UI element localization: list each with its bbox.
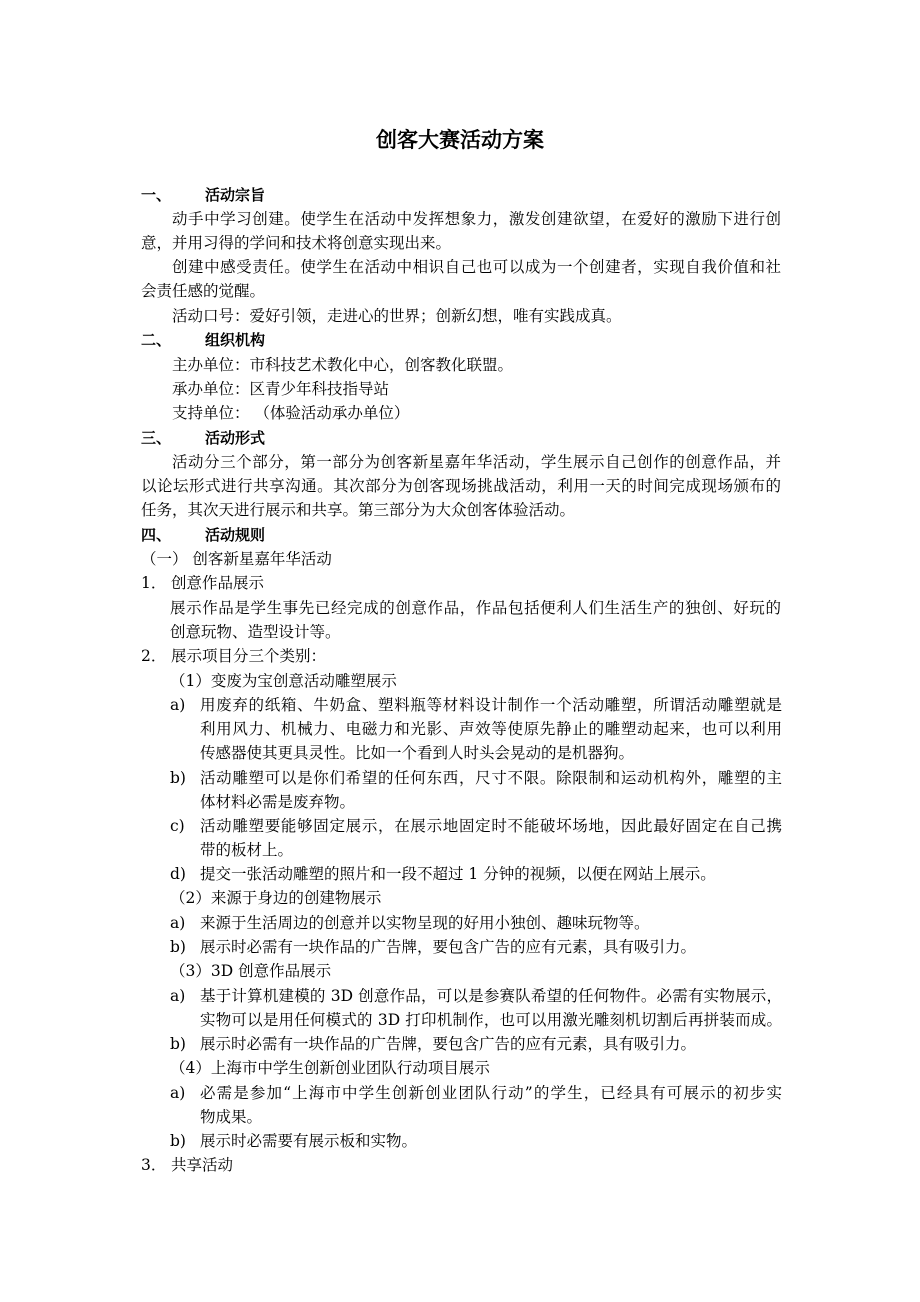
list-item bbox=[141, 572, 264, 594]
category-title: （3）3D 创意作品展示 bbox=[170, 962, 332, 980]
section-2-heading bbox=[141, 329, 265, 351]
paragraph-line: 提交一张活动雕塑的照片和一段不超过 1 分钟的视频，以便在网站上展示。 bbox=[200, 865, 716, 883]
paragraph-line: 创意玩物、造型设计等。 bbox=[170, 623, 341, 641]
support-unit-line: 支持单位： （体验活动承办单位） bbox=[172, 404, 410, 422]
list-number: 2． bbox=[141, 647, 167, 665]
paragraph-line: 基于计算机建模的 3D 创意作品，可以是参赛队希望的任何物件。必需有实物展示， bbox=[200, 987, 782, 1005]
section-3-number: 三、 bbox=[141, 429, 172, 447]
section-2-title: 组织机构 bbox=[205, 331, 266, 349]
category-title: （1）变废为宝创意活动雕塑展示 bbox=[170, 672, 397, 690]
list-item-title: 创意作品展示 bbox=[171, 574, 265, 592]
list-item-title: 共享活动 bbox=[171, 1156, 234, 1174]
section-1-title: 活动宗旨 bbox=[205, 186, 266, 204]
list-item-title: 展示项目分三个类别： bbox=[171, 647, 327, 665]
paragraph-line: 展示时必需有一块作品的广告牌，要包含广告的应有元素，具有吸引力。 bbox=[200, 1035, 697, 1053]
paragraph-line: 实物可以是用任何模式的 3D 打印机制作，也可以用激光雕刻机切割后再拼装而成。 bbox=[200, 1011, 782, 1029]
paragraph-line: 展示作品是学生事先已经完成的创意作品，作品包括便利人们生活生产的独创、好玩的 bbox=[170, 599, 781, 617]
subsection-title: （一） 创客新星嘉年华活动 bbox=[141, 550, 332, 568]
paragraph-line: 展示时必需有一块作品的广告牌，要包含广告的应有元素，具有吸引力。 bbox=[200, 938, 697, 956]
section-1-number: 一、 bbox=[141, 186, 172, 204]
sub-item-marker: b) bbox=[170, 1035, 186, 1053]
section-3-heading bbox=[141, 427, 265, 449]
paragraph-line: 展示时必需要有展示板和实物。 bbox=[200, 1132, 418, 1150]
paragraph-line: 物成果。 bbox=[200, 1108, 263, 1126]
paragraph-line: 活动雕塑要能够固定展示，在展示地固定时不能破坏场地，因此最好固定在自己携 bbox=[200, 817, 782, 835]
paragraph-line: 以论坛形式进行共享沟通。其次部分为创客现场挑战活动，利用一天的时间完成现场颁布的 bbox=[141, 477, 781, 495]
paragraph-line: 意，并用习得的学问和技术将创意实现出来。 bbox=[141, 234, 452, 252]
sub-item-marker: a) bbox=[170, 1084, 186, 1102]
section-3-title: 活动形式 bbox=[205, 429, 266, 447]
paragraph-line: 用废弃的纸箱、牛奶盒、塑料瓶等材料设计制作一个活动雕塑，所谓活动雕塑就是 bbox=[200, 696, 782, 714]
paragraph-line: 必需是参加“上海市中学生创新创业团队行动”的学生，已经具有可展示的初步实 bbox=[200, 1084, 782, 1102]
sub-item-marker: b) bbox=[170, 938, 186, 956]
host-unit-line: 主办单位：市科技艺术教化中心，创客教化联盟。 bbox=[172, 356, 514, 374]
paragraph-line: 会责任感的觉醒。 bbox=[141, 282, 266, 300]
sub-item-marker: a) bbox=[170, 696, 186, 714]
organizer-unit-line: 承办单位：区青少年科技指导站 bbox=[172, 380, 390, 398]
section-4-heading bbox=[141, 524, 265, 546]
sub-item-marker: a) bbox=[170, 987, 186, 1005]
category-title: （2）来源于身边的创建物展示 bbox=[170, 889, 382, 907]
paragraph-line: 带的板材上。 bbox=[200, 841, 294, 859]
page-title: 创客大赛活动方案 bbox=[376, 128, 544, 152]
list-item bbox=[141, 645, 326, 667]
paragraph-line: 创建中感受责任。使学生在活动中相识自己也可以成为一个创建者，实现自我价值和社 bbox=[172, 258, 781, 276]
paragraph-line: 活动分三个部分，第一部分为创客新星嘉年华活动，学生展示自己创作的创意作品，并 bbox=[172, 453, 781, 471]
section-2-number: 二、 bbox=[141, 331, 172, 349]
sub-item-marker: d) bbox=[170, 865, 186, 883]
category-title: （4）上海市中学生创新创业团队行动项目展示 bbox=[170, 1059, 490, 1077]
sub-item-marker: b) bbox=[170, 1132, 186, 1150]
paragraph-line: 来源于生活周边的创意并以实物呈现的好用小独创、趣味玩物等。 bbox=[200, 914, 650, 932]
list-item bbox=[141, 1154, 233, 1176]
section-1-heading bbox=[141, 184, 265, 206]
list-number: 3． bbox=[141, 1156, 167, 1174]
paragraph-line: 动手中学习创建。使学生在活动中发挥想象力，激发创建欲望，在爱好的激励下进行创 bbox=[172, 210, 781, 228]
slogan-line: 活动口号：爱好引领，走进心的世界；创新幻想，唯有实践成真。 bbox=[172, 307, 622, 325]
list-number: 1． bbox=[141, 574, 167, 592]
sub-item-marker: c) bbox=[170, 817, 185, 835]
paragraph-line: 传感器使其更具灵性。比如一个看到人时头会晃动的是机器狗。 bbox=[200, 744, 635, 762]
sub-item-marker: b) bbox=[170, 769, 186, 787]
sub-item-marker: a) bbox=[170, 914, 186, 932]
paragraph-line: 活动雕塑可以是你们希望的任何东西，尺寸不限。除限制和运动机构外，雕塑的主 bbox=[200, 769, 782, 787]
paragraph-line: 利用风力、机械力、电磁力和光影、声效等使原先静止的雕塑动起来，也可以利用 bbox=[200, 720, 782, 738]
section-4-title: 活动规则 bbox=[205, 526, 266, 544]
paragraph-line: 任务，其次天进行展示和共享。第三部分为大众创客体验活动。 bbox=[141, 501, 576, 519]
section-4-number: 四、 bbox=[141, 526, 172, 544]
paragraph-line: 体材料必需是废弃物。 bbox=[200, 793, 356, 811]
